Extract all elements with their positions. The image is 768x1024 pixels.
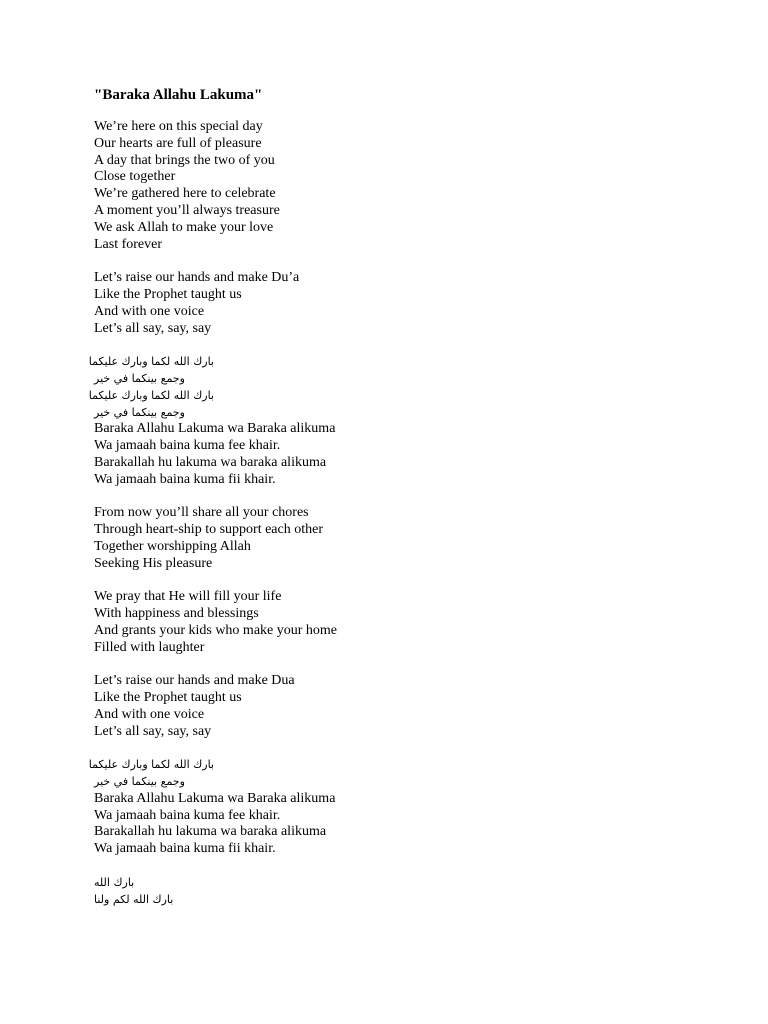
lyric-line: A day that brings the two of you (94, 152, 275, 168)
prechorus-1 (94, 270, 654, 337)
arabic-line: بارك الله لكما وبارك عليكما (88, 355, 214, 369)
lyric-line: And with one voice (94, 706, 205, 722)
lyric-line: We ask Allah to make your love (94, 219, 274, 235)
lyric-line: Last forever (94, 236, 163, 252)
lyrics-document (88, 86, 654, 908)
lyric-line: Through heart-ship to support each other (94, 522, 323, 538)
closing-blessing (94, 875, 654, 909)
song-title: "Baraka Allahu Lakuma" (94, 87, 263, 103)
lyric-line: We pray that He will fill your life (94, 589, 282, 605)
lyric-line: Wa jamaah baina kuma fee khair. (94, 438, 281, 454)
lyric-line: Baraka Allahu Lakuma wa Baraka alikuma (94, 421, 336, 437)
lyric-line: And grants your kids who make your home (94, 622, 338, 638)
lyric-line: Like the Prophet taught us (94, 286, 242, 302)
arabic-line: بارك الله لكما وبارك عليكما (88, 758, 214, 772)
lyric-line: Let’s raise our hands and make Dua (94, 673, 295, 689)
verse-3 (94, 589, 654, 656)
lyric-line: A moment you’ll always treasure (94, 202, 280, 218)
lyric-line: Wa jamaah baina kuma fii khair. (94, 841, 276, 857)
lyric-line: Let’s all say, say, say (94, 723, 212, 739)
lyric-line: From now you’ll share all your chores (94, 505, 309, 521)
lyric-line: Seeking His pleasure (94, 555, 213, 571)
lyric-line: Wa jamaah baina kuma fee khair. (94, 807, 281, 823)
chorus-2-arabic (88, 757, 214, 791)
chorus-1-arabic (88, 354, 214, 421)
lyric-line: Baraka Allahu Lakuma wa Baraka alikuma (94, 790, 336, 806)
arabic-line: وجمع بينكما في خير (94, 775, 185, 789)
prechorus-2 (94, 673, 654, 740)
lyric-line: Filled with laughter (94, 639, 205, 655)
lyric-line: Let’s all say, say, say (94, 320, 212, 336)
chorus-2 (88, 757, 654, 858)
lyric-line: Close together (94, 169, 176, 185)
lyric-line: We’re gathered here to celebrate (94, 186, 276, 202)
arabic-line: وجمع بينكما في خير (94, 405, 185, 419)
arabic-line: بارك الله لكم ولنا (94, 892, 174, 906)
lyric-line: Barakallah hu lakuma wa baraka alikuma (94, 824, 327, 840)
chorus-1 (88, 354, 654, 488)
lyric-line: Together worshipping Allah (94, 538, 251, 554)
lyric-line: Our hearts are full of pleasure (94, 135, 262, 151)
arabic-line: وجمع بينكما في خير (94, 371, 185, 385)
lyric-line: Like the Prophet taught us (94, 690, 242, 706)
lyric-line: Barakallah hu lakuma wa baraka alikuma (94, 454, 327, 470)
closing-arabic (94, 875, 214, 909)
lyric-line: Let’s raise our hands and make Du’a (94, 270, 300, 286)
lyric-line: Wa jamaah baina kuma fii khair. (94, 471, 276, 487)
verse-2 (94, 505, 654, 572)
lyric-line: We’re here on this special day (94, 119, 263, 134)
verse-1 (94, 119, 654, 253)
lyric-line: And with one voice (94, 303, 205, 319)
arabic-line: بارك الله لكما وبارك عليكما (88, 388, 214, 402)
lyric-line: With happiness and blessings (94, 606, 259, 622)
arabic-line: بارك الله (94, 875, 135, 889)
